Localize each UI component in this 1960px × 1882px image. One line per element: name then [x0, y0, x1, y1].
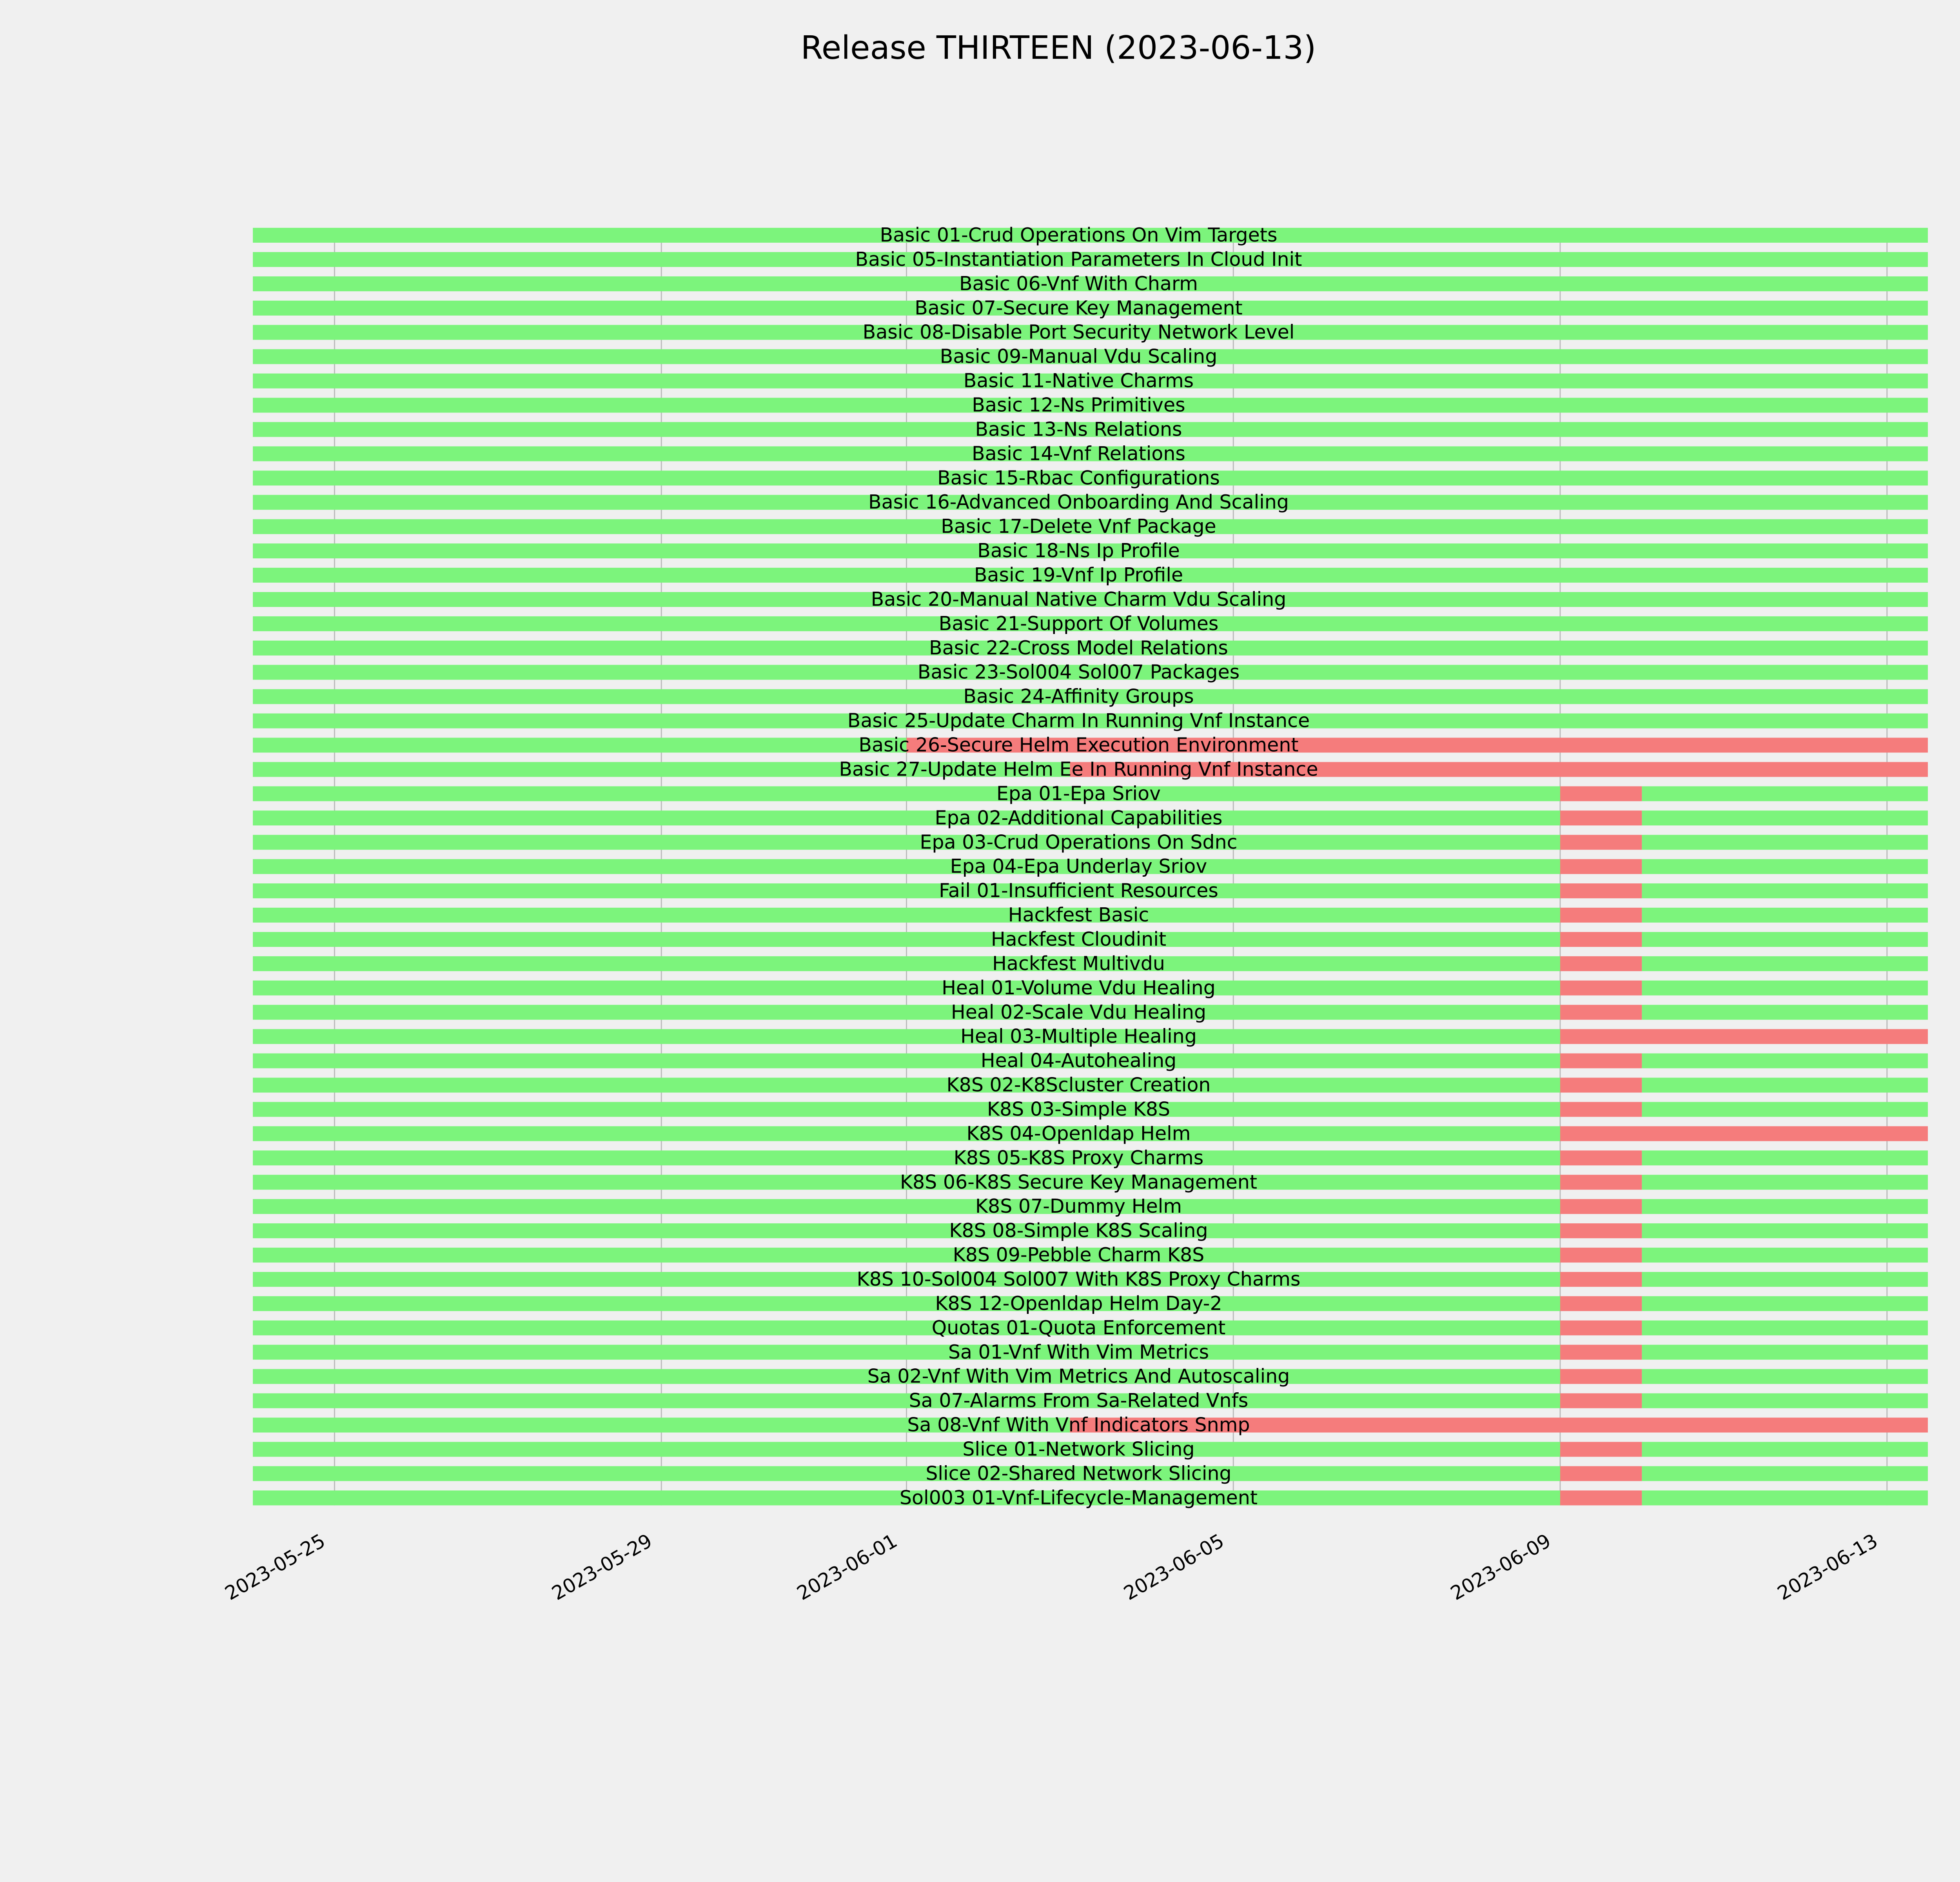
x-tick-label: 2023-06-09: [1446, 1530, 1555, 1605]
row-label: Sa 08-Vnf With Vnf Indicators Snmp: [907, 1413, 1250, 1436]
row-label: K8S 07-Dummy Helm: [975, 1195, 1182, 1218]
bar-segment-fail: [1560, 859, 1642, 874]
bar-segment-pass: [1642, 786, 1928, 801]
bar-segment-pass: [253, 1078, 1560, 1093]
bar-segment-fail: [1560, 1150, 1642, 1165]
bar-segment-fail: [1560, 835, 1642, 850]
bar-segment-pass: [253, 1150, 1560, 1165]
bar-segment-pass: [1642, 1078, 1928, 1093]
bar-segment-fail: [1560, 1126, 1928, 1141]
row-label: Basic 24-Affinity Groups: [963, 685, 1194, 708]
bar-segment-pass: [1642, 1393, 1928, 1408]
row-label: K8S 06-K8S Secure Key Management: [900, 1171, 1258, 1194]
bar-segment-fail: [1560, 1393, 1642, 1408]
bar-segment-pass: [1642, 1248, 1928, 1263]
row-label: Basic 06-Vnf With Charm: [959, 272, 1198, 295]
bar-segment-pass: [1642, 1054, 1928, 1068]
bar-segment-pass: [253, 932, 1560, 947]
row-label: Basic 07-Secure Key Management: [915, 296, 1243, 319]
bar-segment-pass: [253, 1223, 1560, 1238]
bar-segment-fail: [1560, 1296, 1642, 1311]
x-tick-label: 2023-05-29: [548, 1530, 656, 1605]
row-label: Slice 01-Network Slicing: [962, 1438, 1195, 1461]
row-label: Heal 01-Volume Vdu Healing: [942, 976, 1216, 999]
row-label: Sa 07-Alarms From Sa-Related Vnfs: [909, 1389, 1249, 1412]
bar-segment-pass: [1642, 1272, 1928, 1287]
row-label: K8S 10-Sol004 Sol007 With K8S Proxy Charms: [857, 1268, 1301, 1290]
row-label: K8S 08-Simple K8S Scaling: [949, 1219, 1208, 1242]
bar-segment-pass: [1642, 859, 1928, 874]
row-label: Heal 02-Scale Vdu Healing: [951, 1001, 1207, 1023]
bar-segment-pass: [253, 810, 1560, 825]
bar-segment-pass: [1642, 932, 1928, 947]
row-label: Heal 04-Autohealing: [980, 1049, 1177, 1072]
row-label: Basic 14-Vnf Relations: [972, 442, 1185, 465]
bar-segment-fail: [1560, 1345, 1642, 1360]
bar-segment-pass: [1642, 956, 1928, 971]
bar-segment-fail: [1560, 1102, 1642, 1117]
bar-segment-pass: [1642, 1005, 1928, 1020]
row-label: Basic 08-Disable Port Security Network Level: [862, 321, 1295, 343]
bar-segment-pass: [1642, 1296, 1928, 1311]
bar-segment-pass: [253, 1005, 1560, 1020]
row-label: Sa 01-Vnf With Vim Metrics: [948, 1341, 1209, 1363]
x-tick-label: 2023-06-05: [1120, 1530, 1228, 1605]
bar-segment-fail: [1560, 1369, 1642, 1384]
bar-segment-fail: [1560, 810, 1642, 825]
bar-segment-pass: [253, 1442, 1560, 1457]
bar-segment-fail: [1560, 1175, 1642, 1190]
bar-segment-pass: [1642, 1442, 1928, 1457]
row-label: Basic 01-Crud Operations On Vim Targets: [880, 224, 1278, 246]
row-label: K8S 09-Pebble Charm K8S: [953, 1244, 1205, 1266]
bar-segment-fail: [1560, 1442, 1642, 1457]
row-label: Basic 09-Manual Vdu Scaling: [940, 345, 1218, 368]
row-label: Basic 25-Update Charm In Running Vnf Instance: [847, 709, 1310, 732]
row-label: Hackfest Cloudinit: [991, 928, 1167, 950]
chart-title: Release THIRTEEN (2023-06-13): [800, 29, 1316, 67]
row-label: Slice 02-Shared Network Slicing: [926, 1462, 1232, 1485]
x-tick-label: 2023-06-13: [1773, 1530, 1882, 1605]
row-label: Fail 01-Insufficient Resources: [939, 879, 1218, 902]
bar-segment-pass: [1642, 1175, 1928, 1190]
row-label: Basic 13-Ns Relations: [975, 418, 1182, 441]
row-label: Basic 19-Vnf Ip Profile: [974, 564, 1183, 586]
bar-segment-pass: [253, 1393, 1560, 1408]
bar-segment-pass: [1642, 1369, 1928, 1384]
row-label: Heal 03-Multiple Healing: [960, 1025, 1197, 1048]
row-label: Basic 15-Rbac Configurations: [937, 467, 1220, 489]
bar-segment-pass: [1642, 835, 1928, 850]
row-label: Hackfest Basic: [1008, 904, 1149, 926]
bar-segment-fail: [1560, 981, 1642, 995]
bar-segment-fail: [1560, 956, 1642, 971]
x-tick-label: 2023-05-25: [221, 1530, 329, 1605]
row-label: Basic 05-Instantiation Parameters In Cloud Init: [855, 248, 1302, 271]
row-label: Epa 03-Crud Operations On Sdnc: [920, 831, 1238, 854]
bar-segment-fail: [1560, 1248, 1642, 1263]
bar-segment-pass: [1642, 1466, 1928, 1481]
bar-segment-pass: [253, 859, 1560, 874]
row-label: Basic 20-Manual Native Charm Vdu Scaling: [871, 588, 1287, 610]
bar-segment-pass: [1642, 1321, 1928, 1335]
row-label: Quotas 01-Quota Enforcement: [931, 1316, 1226, 1339]
bar-segment-fail: [1560, 1466, 1642, 1481]
row-label: Basic 18-Ns Ip Profile: [977, 540, 1180, 562]
row-label: K8S 12-Openldap Helm Day-2: [935, 1292, 1222, 1315]
row-label: Basic 12-Ns Primitives: [972, 394, 1185, 416]
bar-segment-fail: [1560, 1054, 1642, 1068]
bar-segment-fail: [1560, 786, 1642, 801]
bar-segment-fail: [1560, 908, 1642, 923]
bar-segment-pass: [1642, 1199, 1928, 1214]
bar-segment-pass: [253, 738, 907, 753]
row-label: Basic 21-Support Of Volumes: [938, 612, 1219, 635]
row-label: Basic 17-Delete Vnf Package: [941, 515, 1216, 538]
x-tick-label: 2023-06-01: [793, 1530, 901, 1605]
row-label: Basic 23-Sol004 Sol007 Packages: [917, 661, 1240, 683]
bar-segment-fail: [1560, 932, 1642, 947]
row-label: Epa 04-Epa Underlay Sriov: [950, 855, 1207, 878]
row-label: K8S 02-K8Scluster Creation: [946, 1074, 1211, 1096]
bar-segment-pass: [1642, 908, 1928, 923]
bar-segment-pass: [253, 786, 1560, 801]
row-label: K8S 04-Openldap Helm: [966, 1122, 1191, 1145]
bar-segment-pass: [253, 1345, 1560, 1360]
bar-segment-pass: [1642, 1223, 1928, 1238]
row-label: Epa 02-Additional Capabilities: [935, 807, 1223, 829]
row-label: K8S 05-K8S Proxy Charms: [953, 1146, 1204, 1169]
x-axis-ticks: [221, 1530, 1882, 1605]
bar-segment-pass: [253, 1126, 1560, 1141]
bar-segment-pass: [1642, 1345, 1928, 1360]
row-label: Sa 02-Vnf With Vim Metrics And Autoscaling: [867, 1365, 1290, 1388]
bar-segment-pass: [1642, 1490, 1928, 1505]
bar-segment-fail: [1560, 1199, 1642, 1214]
bar-segment-pass: [1642, 1102, 1928, 1117]
bar-segment-pass: [253, 1054, 1560, 1068]
bar-segment-pass: [1642, 883, 1928, 898]
row-label: Basic 27-Update Helm Ee In Running Vnf Instance: [839, 758, 1318, 781]
bar-segment-pass: [1642, 1150, 1928, 1165]
bar-segment-pass: [253, 835, 1560, 850]
row-label: Basic 11-Native Charms: [963, 369, 1194, 392]
bar-segment-pass: [253, 1321, 1560, 1335]
bar-segment-pass: [253, 883, 1560, 898]
bar-segment-fail: [1560, 1029, 1928, 1044]
row-label: Basic 26-Secure Helm Execution Environment: [858, 734, 1299, 756]
bar-segment-pass: [253, 956, 1560, 971]
row-label: Sol003 01-Vnf-Lifecycle-Management: [899, 1486, 1258, 1509]
bar-segment-pass: [253, 1466, 1560, 1481]
bar-segment-fail: [1560, 1005, 1642, 1020]
bar-segment-fail: [1560, 1321, 1642, 1335]
bar-segment-fail: [1560, 1078, 1642, 1093]
bar-segment-pass: [253, 1029, 1560, 1044]
bar-segment-fail: [1560, 1223, 1642, 1238]
bar-segment-pass: [253, 1248, 1560, 1263]
bar-segment-pass: [253, 1296, 1560, 1311]
bar-segment-pass: [1642, 810, 1928, 825]
bar-segment-pass: [253, 981, 1560, 995]
bar-segment-pass: [1642, 981, 1928, 995]
row-label: Basic 22-Cross Model Relations: [929, 636, 1228, 659]
row-label: K8S 03-Simple K8S: [987, 1098, 1171, 1121]
bar-segment-fail: [1560, 1272, 1642, 1287]
row-label: Basic 16-Advanced Onboarding And Scaling: [868, 491, 1289, 514]
row-label: Epa 01-Epa Sriov: [996, 782, 1161, 805]
bar-segment-pass: [253, 1102, 1560, 1117]
bar-segment-pass: [253, 908, 1560, 923]
row-label: Hackfest Multivdu: [992, 952, 1165, 975]
bar-segment-fail: [1560, 883, 1642, 898]
bar-segment-pass: [253, 1199, 1560, 1214]
bar-segment-fail: [1560, 1490, 1642, 1505]
